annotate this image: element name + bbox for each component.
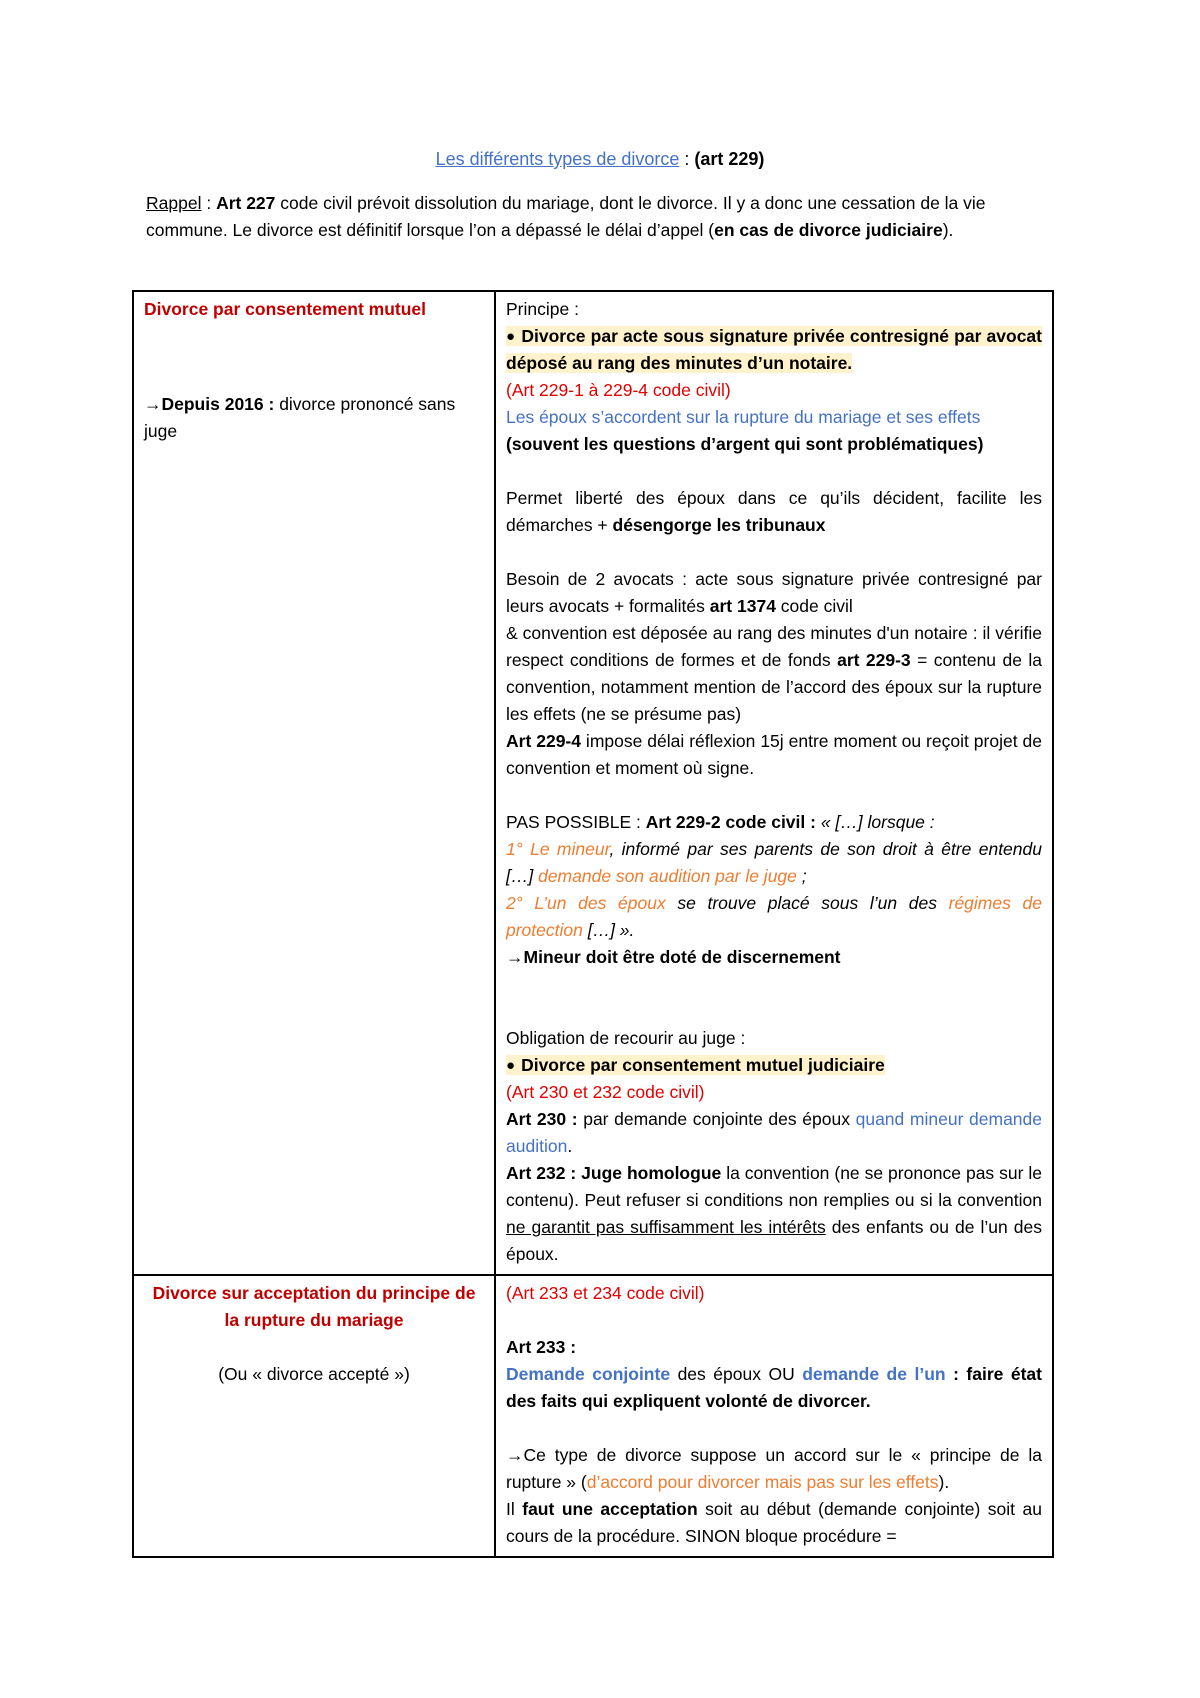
arrow-icon: → [144,394,162,414]
row2-left-cell [133,1275,495,1557]
intro-paragraph: Rappel : Art 227 code civil prévoit dissolution du mariage, dont le divorce. Il y a donc une cessation de la vie commune. Le divorce est définitif lorsque l’on a dépassé le délai d’appel (en cas de divorce judiciaire). [146,193,986,240]
row1-left-cell [133,291,495,1275]
row2-right-cell: (Art 233 et 234 code civil) Art 233 : Demande conjointe des époux OU demande de l’un : faire état des faits qui expliquent volonté de divorcer. →Ce type de divorce suppose un accord sur le « principe de la rupture » (d’accord pour divorcer mais pas sur les effets). Il faut une acceptation soit au début (demande conjointe) soit au cours de la procédure. SINON bloque procédure = [495,1275,1053,1557]
bullet-icon: ● [506,1057,516,1074]
arrow-icon: → [506,947,524,967]
table-row [133,1275,1053,1557]
divorce-types-table [132,290,1054,1558]
row1-note: →Depuis 2016 : divorce prononcé sans juge [144,394,456,441]
row2-subtitle: (Ou « divorce accepté ») [218,1364,410,1384]
title-link[interactable]: Les différents types de divorce [435,149,680,169]
intro-rappel: Rappel [146,193,202,213]
title-colon: : [679,149,695,169]
intro-art: Art 227 [216,193,276,213]
row1-title: Divorce par consentement mutuel [144,299,427,319]
row1-right-cell: Principe : ● Divorce par acte sous signature privée contresigné par avocat déposé au rang des minutes d’un notaire. (Art 229-1 à 229-4 code civil) Les époux s’accordent sur la rupture du mariage et ses effets (souvent les questions d’argent qui sont problématiques) Permet liberté des époux dans ce qu’ils décident, facilite les démarches + désengorge les tribunaux Besoin de 2 avocats : acte sous signature privée contresigné par leurs avocats + formalités art 1374 code civil & convention est déposée au rang des minutes d'un notaire : il vérifie respect conditions de formes et de fonds art 229-3 = contenu de la convention, notamment mention de l’accord des époux sur la rupture les effets (ne se présume pas) Art 229-4 impose délai réflexion 15j entre moment ou reçoit projet de convention et moment où signe. PAS POSSIBLE : Art 229-2 code civil : « […] lorsque : 1° Le mineur, informé par ses parents de son droit à être entendu […] demande son audition par le juge ; 2° L’un des époux se trouve placé sous l’un des régimes de protection […] ». →Mineur doit être doté de discernement Obligation de recourir au juge : ● Divorce par consentement mutuel judiciaire (Art 230 et 232 code civil) Art 230 : par demande conjointe des époux quand mineur demande audition. Art 232 : Juge homologue la convention (ne se prononce pas sur le contenu). Peut refuser si conditions non remplies ou si la convention ne garantit pas suffisamment les intérêts des enfants ou de l’un des époux. [495,291,1053,1275]
bullet-icon: ● [506,328,516,345]
arrow-icon: → [506,1445,524,1465]
page-title [0,147,1200,171]
title-article: (art 229) [694,149,765,169]
table-row [133,291,1053,1275]
row2-title: Divorce sur acceptation du principe de la rupture du mariage [152,1283,476,1330]
